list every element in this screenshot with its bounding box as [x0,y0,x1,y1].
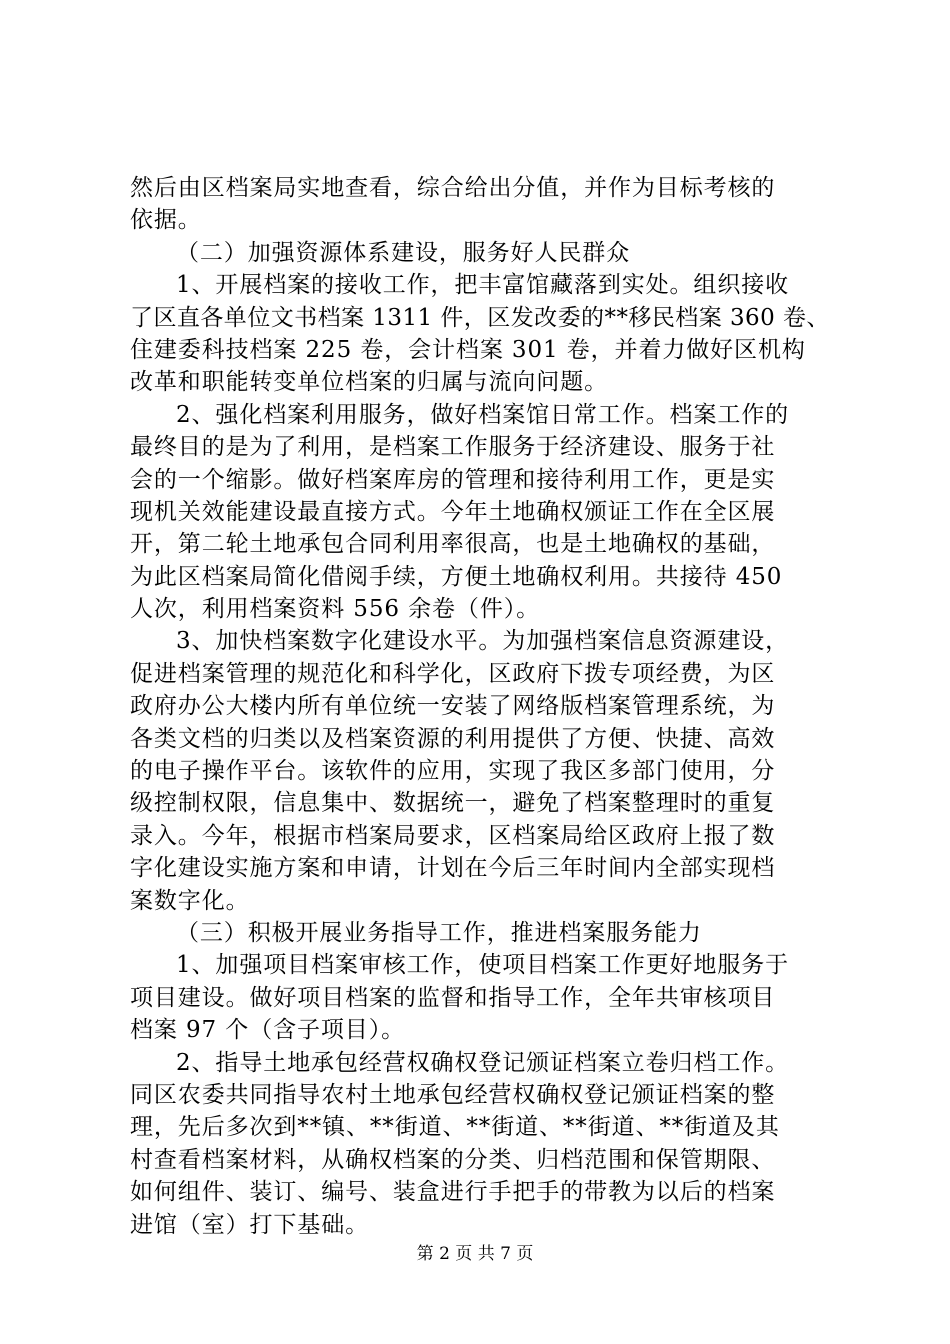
text-line: 各类文档的归类以及档案资源的利用提供了方便、快捷、高效 [130,725,776,752]
text-line: 开，第二轮土地承包合同利用率很高，也是土地确权的基础， [130,531,776,558]
text-line: 录入。今年，根据市档案局要求，区档案局给区政府上报了数 [130,822,776,849]
paragraph-start-line: 1、加强项目档案审核工作，使项目档案工作更好地服务于 [176,952,790,979]
text-line: 如何组件、装订、编号、装盒进行手把手的带教为以后的档案 [130,1179,776,1206]
text-line: 为此区档案局简化借阅手续，方便土地确权利用。共接待 450 [130,563,783,590]
section-heading: （二）加强资源体系建设，服务好人民群众 [176,239,631,266]
text-line: 依据。 [130,207,202,234]
text-line: 改革和职能转变单位档案的归属与流向问题。 [130,369,608,396]
text-line: 住建委科技档案 225 卷，会计档案 301 卷，并着力做好区机构 [130,336,806,363]
text-line: 然后由区档案局实地查看，综合给出分值，并作为目标考核的 [130,175,776,201]
paragraph-start-line: 1、开展档案的接收工作，把丰富馆藏落到实处。组织接收 [176,272,790,299]
text-line: 项目建设。做好项目档案的监督和指导工作，全年共审核项目 [130,984,776,1011]
text-line: 的电子操作平台。该软件的应用，实现了我区多部门使用，分 [130,758,776,785]
text-line: 村查看档案材料，从确权档案的分类、归档范围和保管期限、 [130,1146,776,1173]
section-heading: （三）积极开展业务指导工作，推进档案服务能力 [176,919,702,946]
text-line: 了区直各单位文书档案 1311 件，区发改委的**移民档案 360 卷、 [130,304,830,331]
text-line: 档案 97 个（含子项目）。 [130,1017,405,1044]
paragraph-start-line: 3、加快档案数字化建设水平。为加强档案信息资源建设， [176,628,790,655]
text-line: 理，先后多次到**镇、**街道、**街道、**街道、**街道及其 [130,1114,780,1141]
page-number-label: 第 2 页 共 7 页 [416,1244,534,1264]
text-line: 会的一个缩影。做好档案库房的管理和接待利用工作，更是实 [130,466,776,493]
text-line: 现机关效能建设最直接方式。今年土地确权颁证工作在全区展 [130,498,776,525]
text-line: 人次，利用档案资料 556 余卷（件）。 [130,596,541,623]
text-line: 案数字化。 [130,887,250,914]
text-line: 进馆（室）打下基础。 [130,1211,369,1238]
text-line: 政府办公大楼内所有单位统一安装了网络版档案管理系统，为 [130,693,776,720]
text-line: 字化建设实施方案和申请，计划在今后三年时间内全部实现档 [130,855,776,882]
paragraph-start-line: 2、指导土地承包经营权确权登记颁证档案立卷归档工作。 [176,1049,790,1076]
text-line: 最终目的是为了利用，是档案工作服务于经济建设、服务于社 [130,434,776,461]
text-line: 同区农委共同指导农村土地承包经营权确权登记颁证档案的整 [130,1081,776,1108]
page-footer [0,1244,950,1264]
paragraph-start-line: 2、强化档案利用服务，做好档案馆日常工作。档案工作的 [176,401,790,428]
text-line: 级控制权限，信息集中、数据统一，避免了档案整理时的重复 [130,790,776,817]
document-body [130,172,830,1241]
text-line: 促进档案管理的规范化和科学化，区政府下拨专项经费，为区 [130,660,776,687]
